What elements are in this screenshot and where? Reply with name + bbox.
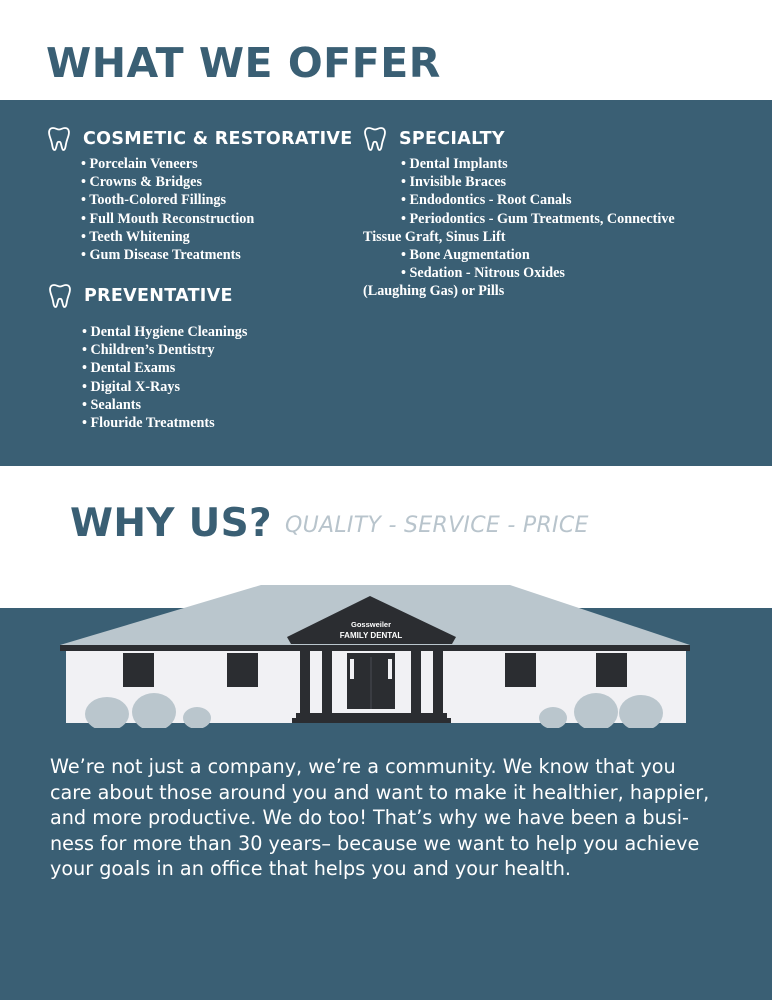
service-list: [82, 323, 247, 432]
column: [433, 646, 443, 714]
column: [300, 646, 310, 714]
list-item: • Tooth-Colored Fillings: [81, 192, 227, 209]
bush: [183, 707, 211, 728]
why-us-tagline: QUALITY - SERVICE - PRICE: [285, 513, 589, 538]
door-sidelight: [388, 659, 392, 679]
list-item: • Children’s Dentistry: [82, 342, 215, 359]
page-title: WHAT WE OFFER: [46, 39, 441, 87]
tooth-icon: [48, 283, 72, 309]
column: [322, 646, 332, 714]
list-item: • Periodontics - Gum Treatments, Connective: [401, 210, 675, 227]
roof-edge: [60, 645, 690, 651]
list-item: • Sealants: [82, 396, 141, 413]
list-item: • Porcelain Veneers: [81, 156, 198, 172]
category-preventative: [48, 281, 247, 432]
list-item: • Invisible Braces: [401, 174, 507, 191]
description-line: ness for more than 30 years– because we want to help you achieve: [50, 831, 700, 855]
description-line: care about those around you and want to make it healthier, happier,: [50, 780, 710, 804]
sign-line-1: Gossweiler: [350, 620, 392, 629]
why-us-description: [50, 754, 730, 882]
category-header: [363, 124, 675, 154]
list-item: • Digital X-Rays: [82, 378, 180, 395]
entrance-step: [292, 718, 451, 723]
column: [411, 646, 421, 714]
list-item: • Full Mouth Reconstruction: [81, 210, 255, 227]
tooth-icon: [363, 126, 387, 152]
list-item: • Dental Implants: [401, 156, 508, 172]
office-building-illustration: [0, 583, 772, 728]
category-title: SPECIALTY: [399, 129, 505, 149]
category-header: [48, 281, 247, 311]
service-list: [81, 155, 352, 264]
list-item: Tissue Graft, Sinus Lift: [363, 228, 506, 245]
list-item: • Crowns & Bridges: [81, 174, 202, 191]
entrance-step: [296, 713, 447, 718]
list-item: • Flouride Treatments: [82, 415, 215, 432]
window: [123, 653, 154, 687]
window: [227, 653, 258, 687]
category-title: PREVENTATIVE: [84, 286, 233, 306]
list-item: • Sedation - Nitrous Oxides: [401, 265, 565, 282]
category-header: [47, 124, 352, 154]
category-specialty: [363, 124, 675, 301]
sign-line-2: FAMILY DENTAL: [339, 631, 403, 640]
list-item: • Dental Hygiene Cleanings: [82, 324, 248, 340]
description-line: We’re not just a company, we’re a community. We know that you: [50, 755, 676, 778]
list-item: • Teeth Whitening: [81, 228, 190, 245]
why-us-heading: WHY US?: [70, 501, 272, 546]
list-item: • Endodontics - Root Canals: [401, 192, 572, 209]
window: [505, 653, 536, 687]
category-cosmetic-restorative: [47, 124, 352, 264]
description-line: your goals in an office that helps you and your health.: [50, 857, 571, 880]
service-list: [363, 155, 675, 301]
bush: [539, 707, 567, 728]
window: [596, 653, 627, 687]
tooth-icon: [47, 126, 71, 152]
list-item: (Laughing Gas) or Pills: [363, 283, 505, 300]
list-item: • Dental Exams: [82, 360, 176, 377]
description-line: and more productive. We do too! That’s why we have been a busi-: [50, 806, 689, 829]
category-title: COSMETIC & RESTORATIVE: [83, 129, 353, 149]
list-item: • Gum Disease Treatments: [81, 247, 241, 264]
list-item: • Bone Augmentation: [401, 247, 530, 264]
door-sidelight: [350, 659, 354, 679]
